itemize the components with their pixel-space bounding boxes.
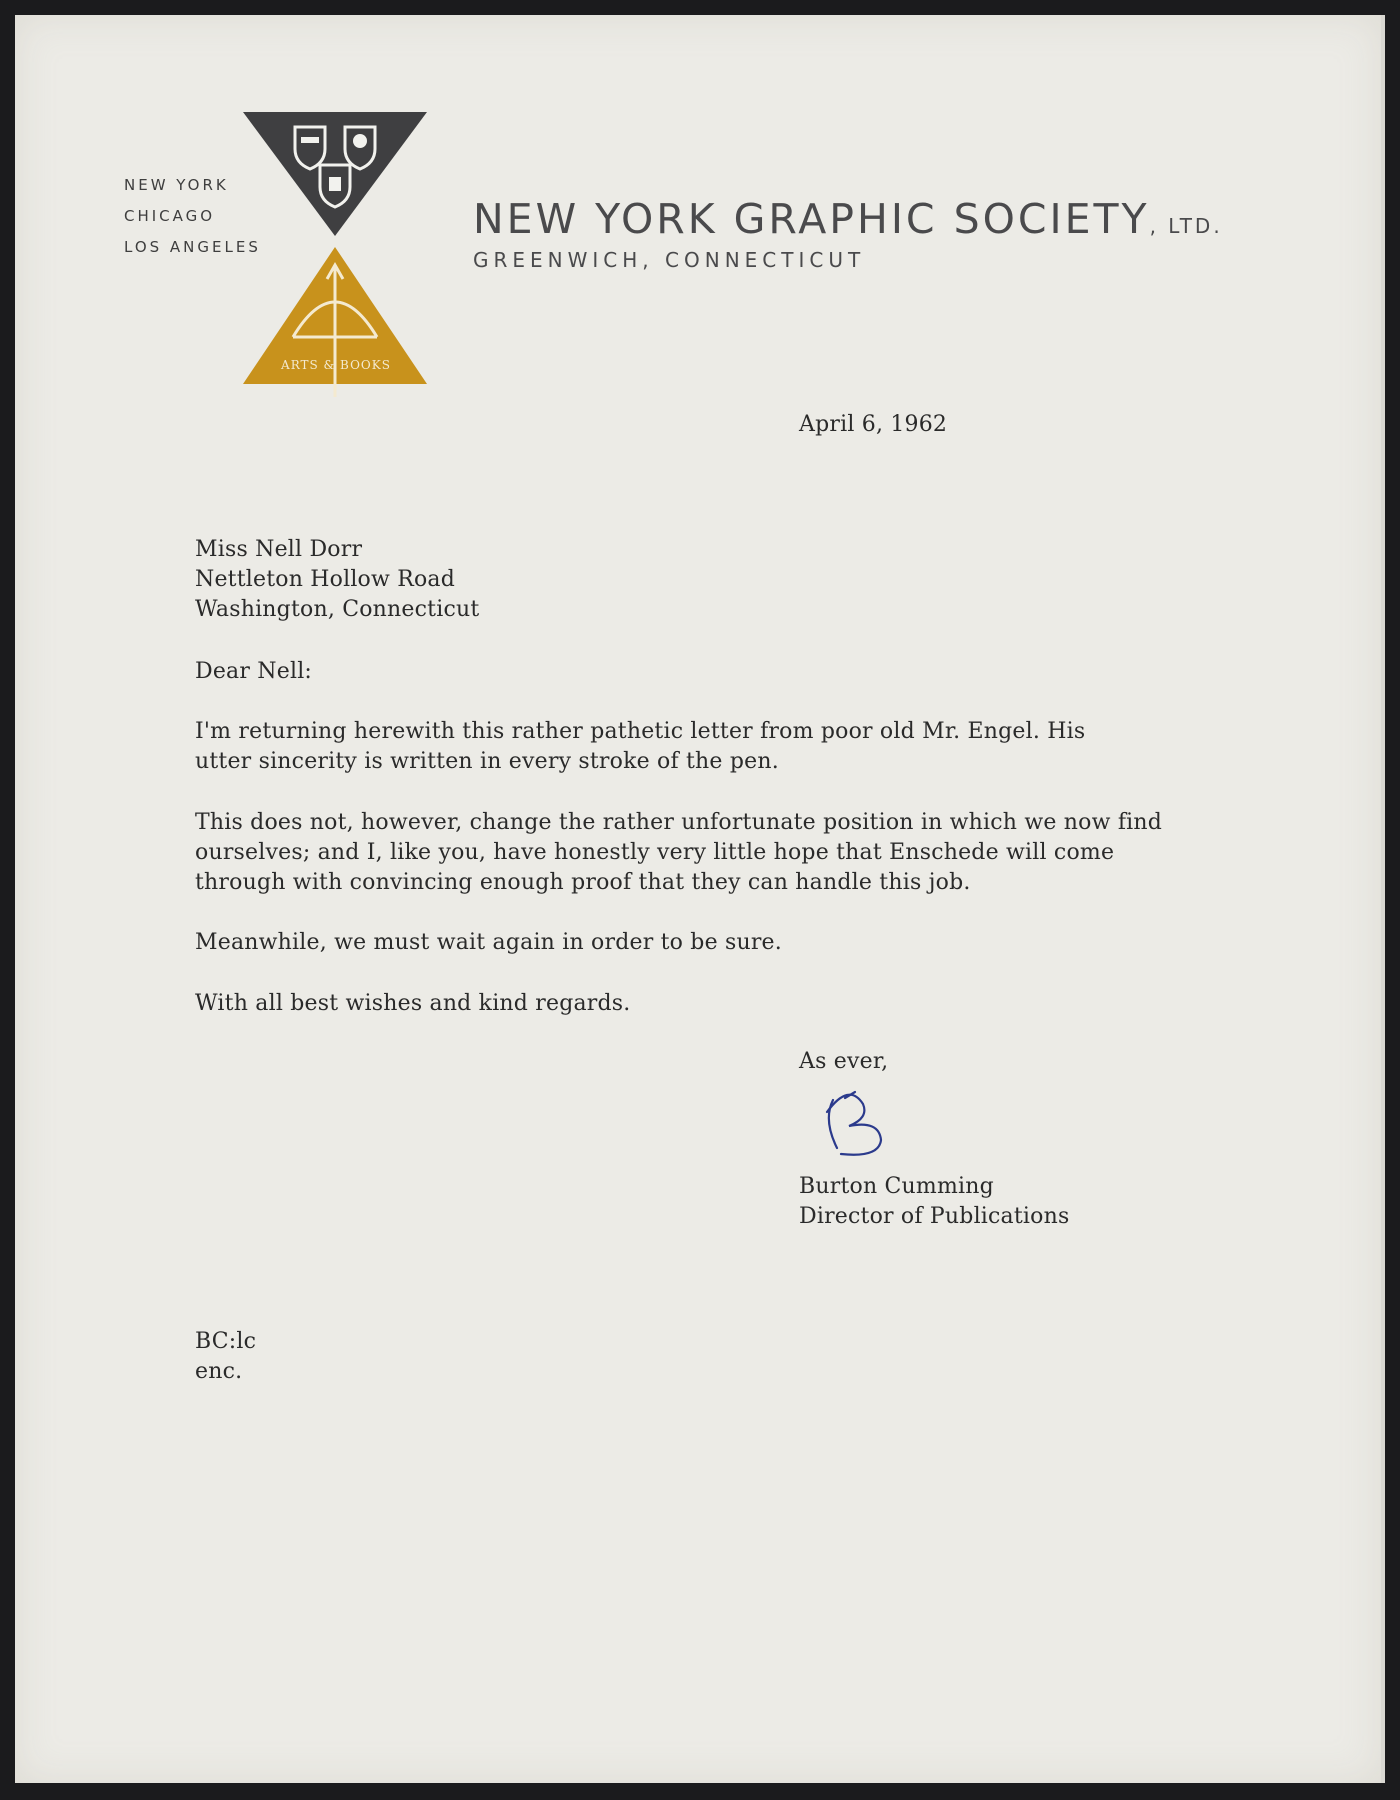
recipient-name: Miss Nell Dorr [195, 537, 363, 562]
page-edge [1381, 15, 1385, 1783]
paragraph [195, 989, 631, 1019]
paragraph [195, 928, 782, 958]
company-logo-icon [243, 97, 443, 397]
paragraph-line: utter sincerity is written in every stroke of the pen. [195, 749, 779, 774]
company-name [473, 195, 1223, 243]
location-chicago: CHICAGO [124, 207, 216, 225]
paragraph-line: through with convincing enough proof that they can handle this job. [195, 870, 971, 895]
location-los-angeles: LOS ANGELES [124, 238, 261, 256]
signer-name: Burton Cumming [799, 1174, 994, 1199]
recipient-address [195, 535, 479, 625]
signer-title: Director of Publications [799, 1204, 1070, 1229]
recipient-street: Nettleton Hollow Road [195, 567, 456, 592]
office-locations [124, 170, 261, 263]
closing: As ever, [799, 1049, 889, 1074]
paragraph-line: I'm returning herewith this rather pathetic letter from poor old Mr. Engel. His [195, 719, 1086, 744]
salutation: Dear Nell: [195, 659, 313, 684]
location-new-york: NEW YORK [124, 176, 229, 194]
letter-date: April 6, 1962 [799, 412, 948, 437]
reference-block [195, 1327, 256, 1387]
paragraph-line: Meanwhile, we must wait again in order to be sure. [195, 930, 782, 955]
letter-page [15, 15, 1381, 1783]
recipient-city: Washington, Connecticut [195, 597, 480, 622]
paragraph-line: ourselves; and I, like you, have honestly very little hope that Enschede will come [195, 840, 1115, 865]
logo-text: ARTS & BOOKS [281, 358, 391, 372]
enclosure-note: enc. [195, 1359, 243, 1384]
paragraph-line: This does not, however, change the rather unfortunate position in which we now find [195, 810, 1163, 835]
signature-icon [815, 1080, 925, 1170]
paragraph [195, 717, 1085, 777]
paragraph-line: With all best wishes and kind regards. [195, 991, 631, 1016]
signer-block [799, 1172, 1069, 1232]
company-suffix: , LTD. [1149, 214, 1223, 238]
company-city: GREENWICH, CONNECTICUT [473, 248, 866, 272]
company-name-main: NEW YORK GRAPHIC SOCIETY [473, 195, 1150, 243]
paragraph [195, 808, 1162, 898]
reference-initials: BC:lc [195, 1329, 257, 1354]
